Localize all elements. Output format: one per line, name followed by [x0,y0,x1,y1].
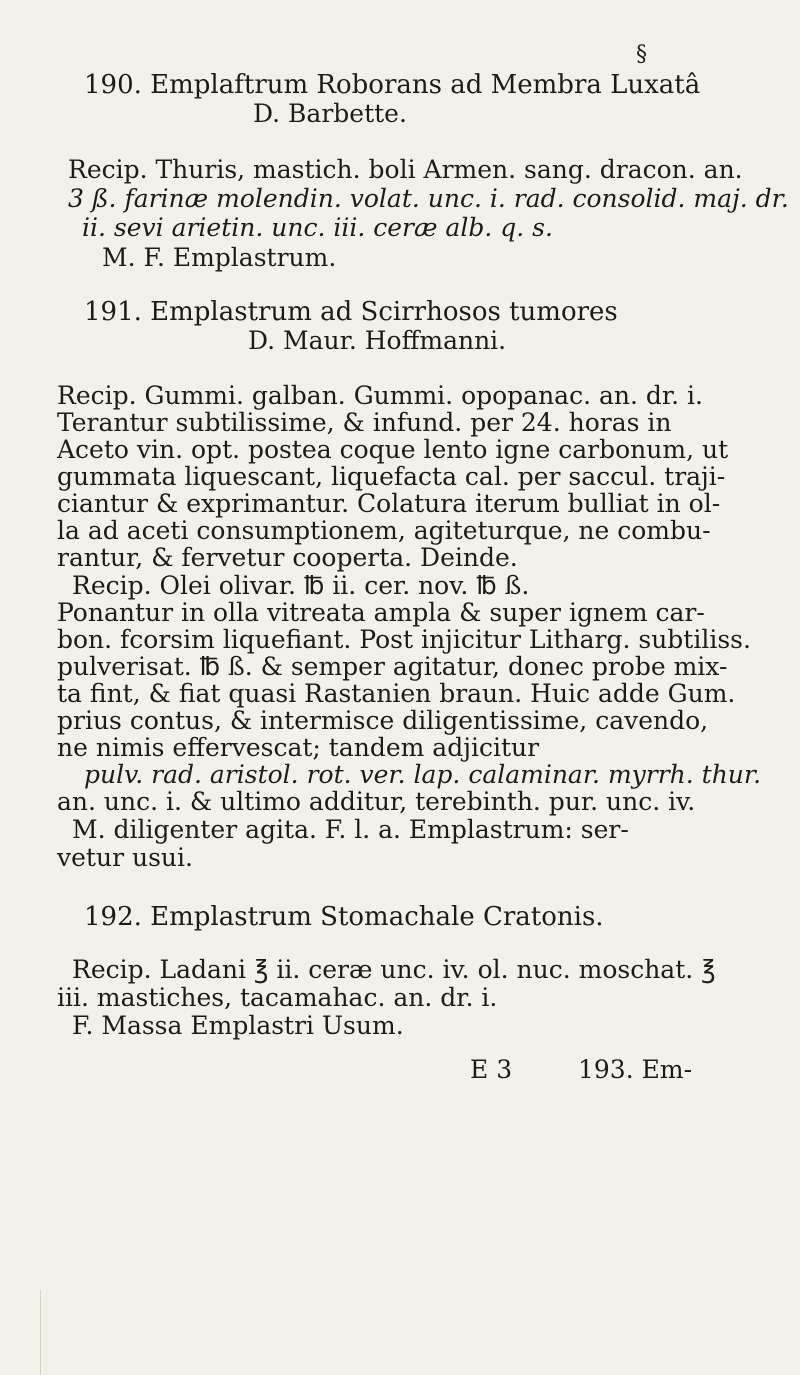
entry-191-line-11: pulverisat. ℔ ß. & semper agitatur, donec probe mix- [57,652,728,681]
page-edge [0,1290,41,1375]
entry-191-line-4: gummata liquescant, liquefacta cal. per saccul. traji- [57,462,726,491]
entry-191-line-17: M. diligenter agita. F. l. a. Emplastrum: ser- [72,815,629,844]
entry-191-line-7: rantur, & fervetur cooperta. Deinde. [57,543,518,572]
entry-191-line-8: Recip. Olei olivar. ℔ ii. cer. nov. ℔ ß. [72,571,530,600]
entry-190-title: 190. Emplaftrum Roborans ad Membra Luxatâ [84,70,701,100]
entry-191-line-18: vetur usui. [57,843,193,872]
entry-190-line-2: 3 ß. farinæ molendin. volat. unc. i. rad. consolid. maj. dr. [68,184,789,213]
entry-191-line-12: ta fint, & fiat quasi Rastanien braun. Huic adde Gum. [57,679,736,708]
entry-190-line-1: Recip. Thuris, mastich. boli Armen. sang. dracon. an. [68,155,743,184]
entry-191-line-2: Terantur subtilissime, & infund. per 24. horas in [57,408,672,437]
entry-191-line-9: Ponantur in olla vitreata ampla & super ignem car- [57,598,705,627]
entry-191-title: 191. Emplastrum ad Scirrhosos tumores [84,297,618,327]
catchword: 193. Em- [578,1055,693,1084]
entry-192-line-3: F. Massa Emplastri Usum. [72,1011,404,1040]
entry-191-line-14: ne nimis effervescat; tandem adjicitur [57,733,540,762]
entry-191-author: D. Maur. Hoffmanni. [248,326,507,355]
entry-191-line-10: bon. fcorsim liquefiant. Post injicitur Litharg. subtiliss. [57,625,751,654]
ornament-mark: § [636,42,645,67]
entry-192-line-1: Recip. Ladani ℥ ii. ceræ unc. iv. ol. nuc. moschat. ℥ [72,955,716,984]
entry-190-author: D. Barbette. [253,99,407,128]
entry-190-line-4: M. F. Emplastrum. [102,243,337,272]
entry-192-title: 192. Emplastrum Stomachale Cratonis. [84,902,604,932]
entry-190-line-3: ii. sevi arietin. unc. iii. ceræ alb. q. s. [82,213,553,242]
entry-191-line-3: Aceto vin. opt. postea coque lento igne carbonum, ut [57,435,729,464]
entry-192-line-2: iii. mastiches, tacamahac. an. dr. i. [57,983,498,1012]
entry-191-line-15: pulv. rad. aristol. rot. ver. lap. calaminar. myrrh. thur. [84,760,762,789]
entry-191-line-6: la ad aceti consumptionem, agiteturque, ne combu- [57,516,711,545]
entry-191-line-13: prius contus, & intermisce diligentissime, cavendo, [57,706,709,735]
entry-191-line-16: an. unc. i. & ultimo additur, terebinth. pur. unc. iv. [57,787,696,816]
entry-191-line-1: Recip. Gummi. galban. Gummi. opopanac. an. dr. i. [57,381,703,410]
entry-191-line-5: ciantur & exprimantur. Colatura iterum bulliat in ol- [57,489,721,518]
signature-mark: E 3 [470,1055,513,1084]
